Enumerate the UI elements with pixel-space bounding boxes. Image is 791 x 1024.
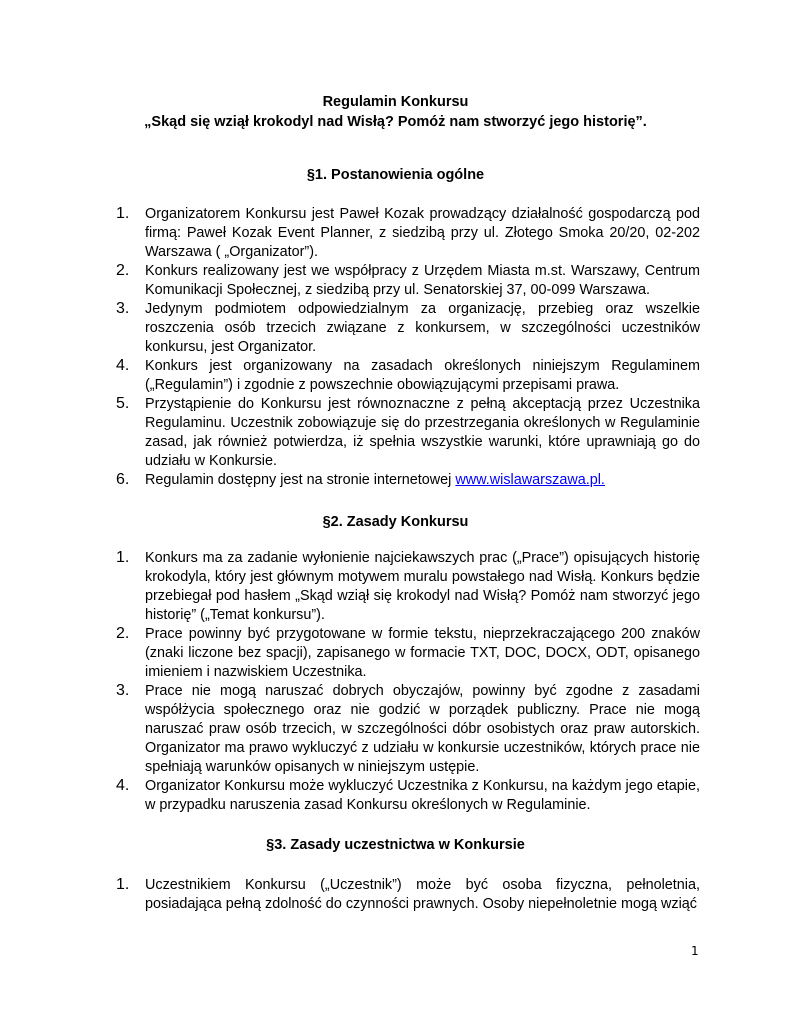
list-item	[116, 682, 700, 777]
section-heading-3: §3. Zasady uczestnictwa w Konkursie	[266, 837, 525, 853]
item-text: Przystąpienie do Konkursu jest równoznaczne z pełną akceptacją przez Uczestnika Regulaminu. Uczestnik zobowiązuje się do przestrzegania określonych w Regulaminie zasad, jak również potwierdza, iż spełnia wszystkie warunki, które uprawniają go do udziału w Konkursie.	[145, 396, 700, 469]
item-number: 5.	[116, 395, 130, 412]
section-heading-1: §1. Postanowienia ogólne	[306, 167, 485, 183]
item-text: Prace nie mogą naruszać dobrych obyczajów, powinny być zgodne z zasadami współżycia społecznego oraz nie godzić w porządek publiczny. Prace nie mogą naruszać praw osób trzecich, w szczególności dóbr osobistych oraz praw autorskich. Organizator ma prawo wykluczyć z udziału w konkursie uczestników, których prace nie spełniają warunków opisanych w niniejszym ustępie.	[145, 683, 700, 775]
section-1-list	[116, 205, 700, 490]
item-number: 4.	[116, 357, 130, 374]
item-number: 4.	[116, 777, 130, 794]
item-number: 2.	[116, 625, 130, 642]
list-item	[116, 300, 700, 357]
website-link[interactable]: www.wislawarszawa.pl.	[455, 472, 605, 488]
item-number: 2.	[116, 262, 130, 279]
item-text: Uczestnikiem Konkursu („Uczestnik”) może być osoba fizyczna, pełnoletnia, posiadająca pełną zdolność do czynności prawnych. Osoby niepełnoletnie mogą wziąć	[145, 877, 700, 912]
section-3-list	[116, 876, 700, 914]
list-item	[116, 205, 700, 262]
item-text: Konkurs ma za zadanie wyłonienie najciekawszych prac („Prace”) opisujących historię krokodyla, który jest głównym motywem muralu powstałego nad Wisłą. Konkurs będzie przebiegał pod hasłem „Skąd wziął się krokodyl nad Wisłą? Pomóż nam stworzyć jego historię” („Temat konkursu”).	[145, 550, 700, 623]
list-item	[116, 777, 700, 815]
item-text: Organizator Konkursu może wykluczyć Uczestnika z Konkursu, na każdym jego etapie, w przypadku naruszenia zasad Konkursu określonych w Regulaminie.	[145, 778, 700, 813]
item-text: Prace powinny być przygotowane w formie tekstu, nieprzekraczającego 200 znaków (znaki liczone bez spacji), zapisanego w formacie TXT, DOC, DOCX, ODT, opisanego imieniem i nazwiskiem Uczestnika.	[145, 626, 700, 680]
item-number: 1.	[116, 205, 130, 222]
item-text: Konkurs realizowany jest we współpracy z Urzędem Miasta m.st. Warszawy, Centrum Komunikacji Społecznej, z siedzibą przy ul. Senatorskiej 37, 00-099 Warszawa.	[145, 263, 700, 298]
list-item	[116, 549, 700, 625]
list-item	[116, 625, 700, 682]
section-2-list	[116, 549, 700, 815]
item-number: 1.	[116, 549, 130, 566]
document-subtitle: „Skąd się wziął krokodyl nad Wisłą? Pomóż nam stworzyć jego historię”.	[144, 114, 647, 130]
list-item	[116, 395, 700, 471]
item-text: Organizatorem Konkursu jest Paweł Kozak prowadzący działalność gospodarczą pod firmą: Paweł Kozak Event Planner, z siedzibą przy ul. Złotego Smoka 20/20, 02-202 Warszawa ( „Organizator”).	[145, 206, 700, 260]
list-item	[116, 471, 700, 490]
section-heading-2: §2. Zasady Konkursu	[322, 514, 469, 530]
item-number: 3.	[116, 300, 130, 317]
item-text: Regulamin dostępny jest na stronie internetowej	[145, 472, 456, 488]
list-item	[116, 876, 700, 914]
document-title: Regulamin Konkursu	[322, 94, 469, 110]
item-text: Konkurs jest organizowany na zasadach określonych niniejszym Regulaminem („Regulamin”) i zgodnie z powszechnie obowiązującymi przepisami prawa.	[145, 358, 700, 393]
list-item	[116, 357, 700, 395]
item-text: Jedynym podmiotem odpowiedzialnym za organizację, przebieg oraz wszelkie roszczenia osób trzecich związane z konkursem, w szczególności uczestników konkursu, jest Organizator.	[145, 301, 700, 355]
item-number: 1.	[116, 876, 130, 893]
page-number: 1	[691, 944, 699, 958]
list-item	[116, 262, 700, 300]
item-number: 6.	[116, 471, 130, 488]
item-number: 3.	[116, 682, 130, 699]
